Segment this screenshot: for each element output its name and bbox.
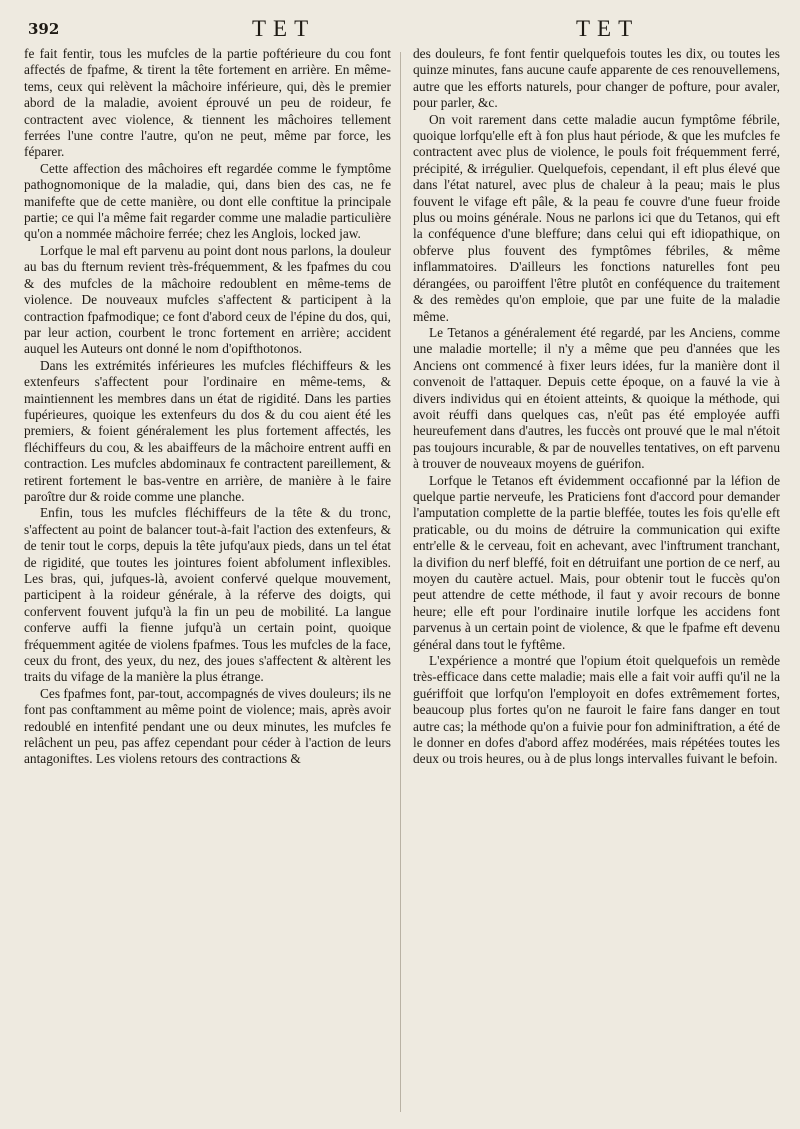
right-column — [413, 46, 780, 768]
paragraph: des douleurs, fe font fentir quelquefois toutes les dix, ou toutes les quinze minutes, fans aucune caufe apparente de ces renouvellemens, autre que les efforts naturels, pour changer de pofture, pour avaler, pour parler, &c. — [413, 46, 780, 111]
paragraph: Lorfque le mal eft parvenu au point dont nous parlons, la douleur au bas du fternum revient très-fréquemment, & les fpafmes du cou & des mufcles de la mâchoire redoublent en même-tems de violence. De nouveaux mufcles s'affectent & participent à la contraction fpafmodique; ce font d'abord ceux de l'épine du dos, qui, par leur action, courbent le tronc fortement en arrière; accident auquel les Auteurs ont donné le nom d'opifthotonos. — [24, 242, 391, 357]
paragraph: Dans les extrémités inférieures les mufcles fléchiffeurs & les extenfeurs s'affectent pour l'ordinaire en même-tems, & maintiennent les membres dans un état de rigidité. Dans les parties fupérieures, quoique les extenfeurs du dos & du cou aient été les premiers, & foient généralement les plus fortement affectés, les fléchiffeurs du cou, & les abaiffeurs de la mâchoire entrent auffi en contraction. Les mufcles abdominaux fe contractent pareillement, & retirent fortement le bas-ventre en arrière, de manière à le faire paroître dur & roide comme une planche. — [24, 357, 391, 504]
paragraph: Le Tetanos a généralement été regardé, par les Anciens, comme une maladie mortelle; il n'y a même que peu d'années que les Anciens ont commencé à fixer leurs idées, fur la manière dont il convenoit de l'attaquer. Depuis cette époque, on a fauvé la vie à divers individus qui en étoient atteints, & quoique la méthode, qui avoit réuffi dans quelques cas, n'eût pas été employée auffi heureufement dans d'autres, les fuccès ont prouvé que le mal n'étoit pas toujours incurable, & par de nouvelles tentatives, on eft parvenu à trouver de nouveaux moyens de guérifon. — [413, 324, 780, 472]
paragraph: fe fait fentir, tous les mufcles de la partie poftérieure du cou font affectés de fpafme, & tirent la tête fortement en arrière. En même-tems, ceux qui relèvent la mâchoire inférieure, qui, dès le premier abord de la maladie, avoient éprouvé un peu de roideur, fe contractent avec violence, & tiennent les mâchoires tellement ferrées l'une contre l'autre, qu'on ne peut, même par force, les féparer. — [24, 46, 391, 160]
paragraph: Lorfque le Tetanos eft évidemment occafionné par la léfion de quelque partie nerveufe, les Praticiens font d'accord pour demander l'amputation complette de la partie bleffée, toutes les fois qu'elle eft praticable, ou du moins de détruire la communication qui exifte entr'elle & le cerveau, foit en achevant, avec l'inftrument tranchant, la divifion du nerf bleffé, foit en détruifant une portion de ce nerf, au moyen du cautère actuel. Mais, pour obtenir tout le fuccès qu'on peut attendre de cette méthode, il faut y avoir recours de bonne heure; elle eft pour l'ordinaire inutile lorfque les accidens font parvenus à un certain point de violence, & que le fpafme eft devenu général dans tout le fyftême. — [413, 472, 780, 652]
running-title-right: TET — [576, 16, 640, 41]
paragraph: Ces fpafmes font, par-tout, accompagnés de vives douleurs; ils ne font pas conftamment au même point de violence; mais, après avoir redoublé en intenfité pendant une ou deux minutes, les mufcles fe relâchent un peu, pas affez cependant pour céder à l'action de leurs antagoniftes. Les violens retours des contractions & — [24, 685, 391, 767]
left-column — [24, 46, 391, 768]
paragraph: Enfin, tous les mufcles fléchiffeurs de la tête & du tronc, s'affectent au point de balancer tout-à-fait l'action des extenfeurs, & de tenir tout le corps, depuis la tête jufqu'aux pieds, dans un tel état de rigidité, que toutes les jointures foient abfolument inflexibles. Les bras, qui, jufques-là, avoient confervé quelque mouvement, participent à la roideur générale, à la réferve des doigts, qui confervent fouvent jufqu'à la fin un peu de mobilité. La langue conferve auffi la fienne jufqu'à un certain point, quoique fréquemment agitée de violens fpafmes. Tous les mufcles de la face, ceux du front, des yeux, du nez, des joues s'affectent & altèrent les traits du vifage de la manière la plus étrange. — [24, 505, 391, 685]
column-divider — [400, 52, 401, 1112]
running-header — [24, 16, 782, 46]
paragraph: L'expérience a montré que l'opium étoit quelquefois un remède très-efficace dans cette maladie; mais elle a fait voir auffi qu'il ne la guériffoit que lorfqu'on l'employoit en dofes extrêmement fortes, beaucoup plus fortes qu'on ne fauroit le faire fans danger en tout autre cas; la méthode qu'on a fuivie pour fon adminiftration, a été de le donner en dofes d'abord affez modérées, mais répétées toutes les deux ou trois heures, ou à de plus longs intervalles fuivant le befoin. — [413, 653, 780, 767]
paragraph: Cette affection des mâchoires eft regardée comme le fymptôme pathognomonique de la maladie, qui, dans bien des cas, ne fe manifefte que de cette manière, ou dont elle conftitue la principale partie; ce qui l'a même fait regarder comme une maladie particulière qu'on a nommée mâchoire ferrée; chez les Anglois, locked jaw. — [24, 160, 391, 242]
page-number: 392 — [28, 20, 60, 38]
running-title-left: TET — [252, 16, 316, 41]
paragraph: On voit rarement dans cette maladie aucun fymptôme fébrile, quoique lorfqu'elle eft à fon plus haut période, & que les mufcles fe contractent avec plus de violence, le pouls foit fréquemment ferré, précipité, & irrégulier. Quelquefois, cependant, il eft plus élevé que dans l'état naturel, avec plus de chaleur à la peau; mais le plus fouvent le vifage eft pâle, & la peau fe couvre d'une fueur froide plus ou moins générale. Nous ne parlons ici que du Tetanos, qui eft la conféquence d'une bleffure; dans celui qui eft idiopathique, on obferve plus fouvent des fymptômes fébriles, & même inflammatoires. D'ailleurs les fonctions naturelles font peu dérangées, ou paroiffent l'être plutôt en conféquence du traitement & des remèdes qu'on emploie, que par une fuite de la maladie même. — [413, 111, 780, 324]
text-columns — [24, 46, 782, 768]
